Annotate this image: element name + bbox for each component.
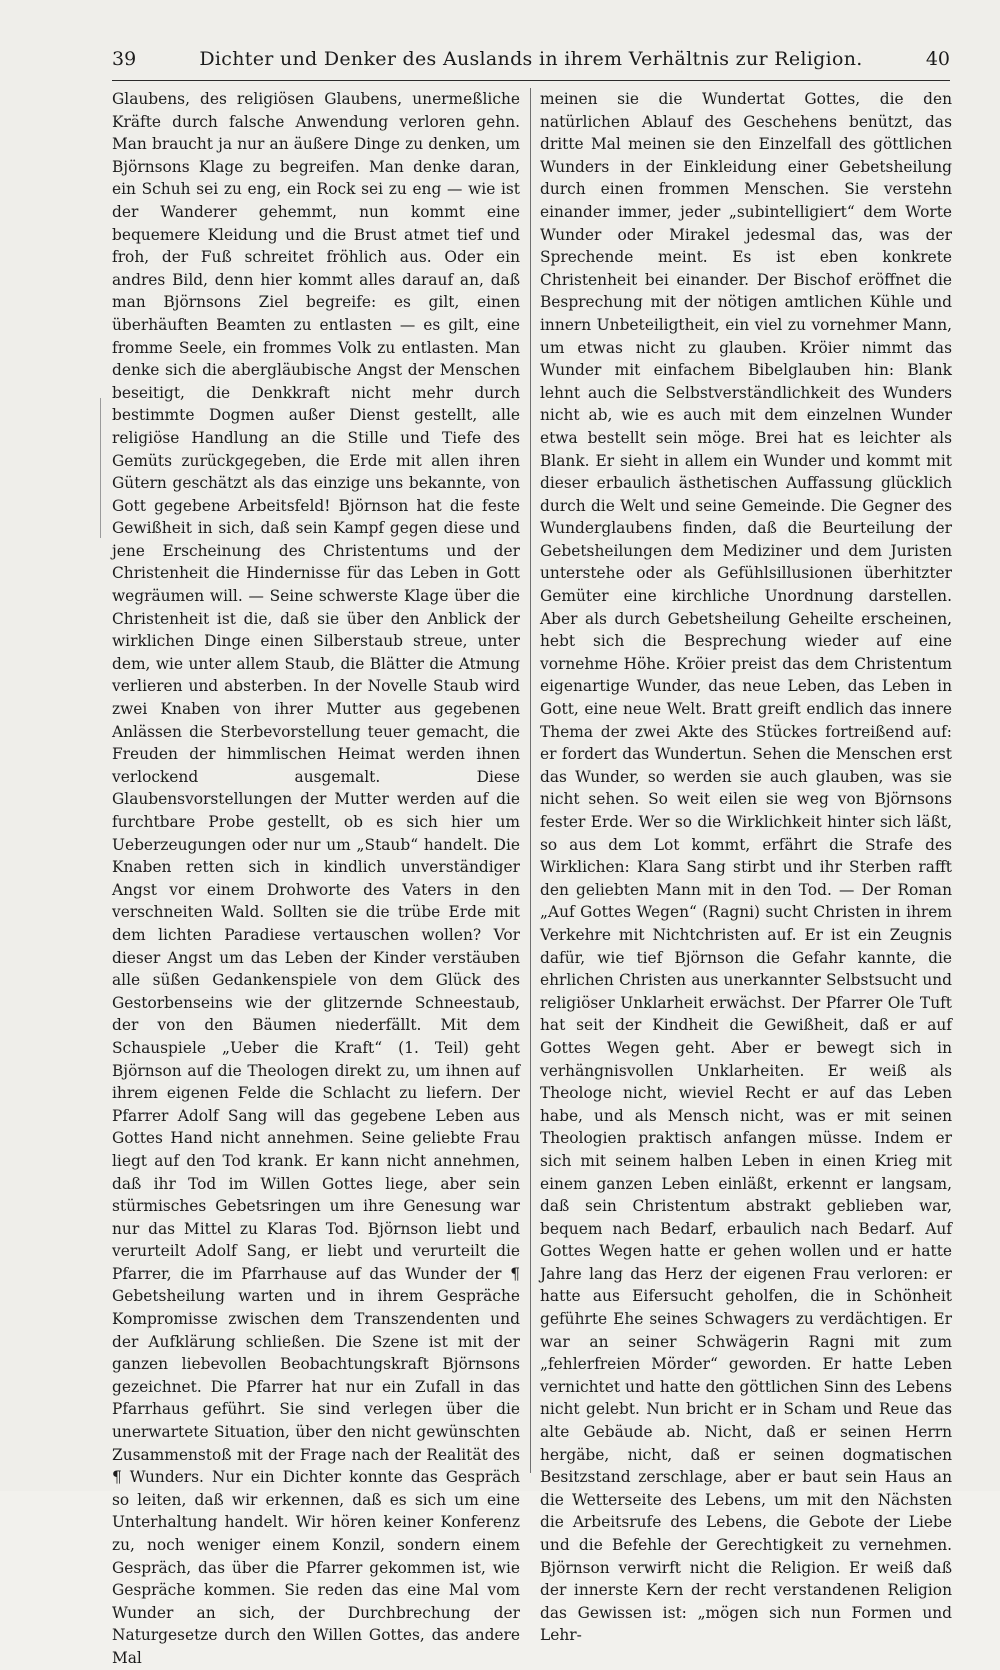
column-right-text: meinen sie die Wundertat Gottes, die den natürlichen Ablauf des Geschehens benützt, das dritte Mal meinen sie den Einzelfall des göttlichen Wunders in der Einkleidung einer Gebetsheilung durch einen frommen Menschen. Sie verstehn einander immer, jeder „subintelligiert“ dem Worte Wunder oder Mirakel jedesmal das, was der Sprechende meint. Es ist eben konkrete Christenheit bei einander. Der Bischof eröffnet die Besprechung mit der nötigen amtlichen Kühle und innern Unbeteiligtheit, ein viel zu vornehmer Mann, um etwas nicht zu glauben. Kröier nimmt das Wunder mit einfachem Bibelglauben hin: Blank lehnt auch die Selbstverständlichkeit des Wunders nicht ab, wie es auch mit dem einzelnen Wunder etwa bestellt sein möge. Brei hat es leichter als Blank. Er sieht in allem ein Wunder und kommt mit dieser erbaulich ästhetischen Auffassung glücklich durch die Welt und seine Gemeinde. Die Gegner des Wunderglaubens finden, daß die Beurteilung der Gebetsheilungen dem Mediziner und dem Juristen unterstehe oder als Gefühlsillusionen überhitzter Gemüter eine kirchliche Unordnung darstellen. Aber als durch Gebetsheilung Geheilte erscheinen, hebt sich die Besprechung wieder auf eine vornehme Höhe. Kröier preist das dem Christentum eigenartige Wunder, das neue Leben, das Leben in Gott, eine neue Welt. Bratt greift endlich das innere Thema der zwei Akte des Stückes fortreißend auf: er fordert das Wundertun. Sehen die Menschen erst das Wunder, so werden sie auch glauben, was sie nicht sehen. So weit eilen sie weg von Björnsons fester Erde. Wer so die Wirklichkeit hinter sich läßt, so aus dem Lot kommt, erfährt die Strafe des Wirklichen: Klara Sang stirbt und ihr Sterben rafft den geliebten Mann mit in den Tod. — Der Roman „Auf Gottes Wegen“ (Ragni) sucht Christen in ihrem Verkehre mit Nichtchristen auf. Er ist ein Zeugnis dafür, wie tief Björnson die Gefahr kannte, die ehrlichen Christen aus unerkannter Selbstsucht und religiöser Unklarheit erwächst. Der Pfarrer Ole Tuft hat seit der Kindheit die Gewißheit, daß er auf Gottes Wegen geht. Aber er bewegt sich in verhängnisvollen Unklarheiten. Er weiß als Theologe nicht, wieviel Recht er auf das Leben habe, und als Mensch nicht, was er mit seinen Theologien praktisch anfangen müsse. Indem er sich mit seinem halben Leben in einen Krieg mit einem ganzen Leben einläßt, erkennt er langsam, daß sein Christentum abstrakt geblieben war, bequem nach Bedarf, erbaulich nach Bedarf. Auf Gottes Wegen hatte er gehen wollen und er hatte Jahre lang das Herz der eigenen Frau verloren: er hatte aus Eifersucht geholfen, die in Schönheit geführte Ehe seines Schwagers zu verdächtigen. Er war an seiner Schwägerin Ragni mit zum „fehlerfreien Mörder“ geworden. Er hatte Leben vernichtet und hatte den göttlichen Sinn des Lebens nicht gelebt. Nun bricht er in Scham und Reue das alte Gebäude ab. Nicht, daß er seinen Herrn hergäbe, nicht, daß er seinen dogmatischen Besitzstand zerschlage, aber er baut sein Haus an die Wetterseite des Lebens, um mit den Nächsten die Arbeitsrufe des Lebens, die Gebote der Liebe und die Befehle der Gerechtigkeit zu vernehmen. Björnson verwirft nicht die Religion. Er weiß daß der innerste Kern der recht verstandenen Religion das Gewissen ist: „mögen sich nun Formen und Lehr- [540, 90, 952, 1645]
page-number-left: 39 [112, 48, 137, 70]
column-divider [530, 88, 531, 1473]
page-number-right: 40 [925, 48, 950, 70]
header-rule [112, 80, 950, 81]
text-column-left [112, 88, 520, 1667]
running-title: Dichter und Denker des Auslands in ihrem Verhältnis zur Religion. [199, 48, 863, 70]
column-left-text: Glaubens, des religiösen Glaubens, unermeßliche Kräfte durch falsche Anwendung verloren gehn. Man braucht ja nur an äußere Dinge zu denken, um Björnsons Klage zu begreifen. Man denke daran, ein Schuh sei zu eng, ein Rock sei zu eng — wie ist der Wanderer gehemmt, nun kommt eine bequemere Kleidung und die Brust atmet tief und froh, der Fuß schreitet fröhlich aus. Oder ein andres Bild, denn hier kommt alles darauf an, daß man Björnsons Ziel begreife: es gilt, einen überhäuften Beamten zu entlasten — es gilt, eine fromme Seele, ein frommes Volk zu entlasten. Man denke sich die abergläubische Angst der Menschen beseitigt, die Denkkraft nicht mehr durch bestimmte Dogmen außer Dienst gestellt, alle religiöse Handlung an die Stille und Tiefe des Gemüts zurückgegeben, die Erde mit allen ihren Gütern geschätzt als das einzige uns bekannte, von Gott gegebene Arbeitsfeld! Björnson hat die feste Gewißheit in sich, daß sein Kampf gegen diese und jene Erscheinung des Christentums und der Christenheit die Hindernisse für das Leben in Gott wegräumen will. — Seine schwerste Klage über die Christenheit ist die, daß sie über den Anblick der wirklichen Dinge einen Silberstaub streue, unter dem, wie unter allem Staub, die Blätter die Atmung verlieren und absterben. In der Novelle Staub wird zwei Knaben von ihrer Mutter aus gegebenen Anlässen die Sterbevorstellung teuer gemacht, die Freuden der himmlischen Heimat werden ihnen verlockend ausgemalt. Diese Glaubensvorstellungen der Mutter werden auf die furchtbare Probe gestellt, ob es sich hier um Ueberzeugungen oder nur um „Staub“ handelt. Die Knaben retten sich in kindlich unverständiger Angst vor einem Drohworte des Vaters in den verschneiten Wald. Sollten sie die trübe Erde mit dem lichten Paradiese vertauschen wollen? Vor dieser Angst um das Leben der Kinder verstäuben alle süßen Gedankenspiele von dem Glück des Gestorbenseins wie der glitzernde Schneestaub, der von den Bäumen niederfällt. Mit dem Schauspiele „Ueber die Kraft“ (1. Teil) geht Björnson auf die Theologen direkt zu, um ihnen auf ihrem eigenen Felde die Schlacht zu liefern. Der Pfarrer Adolf Sang will das gegebene Leben aus Gottes Hand nicht annehmen. Seine geliebte Frau liegt auf den Tod krank. Er kann nicht annehmen, daß ihr Tod im Willen Gottes liege, aber sein stürmisches Gebetsringen um ihre Genesung war nur das Mittel zu Klaras Tod. Björnson liebt und verurteilt Adolf Sang, er liebt und verurteilt die Pfarrer, die im Pfarrhause auf das Wunder der ¶ Gebetsheilung warten und in ihrem Gespräche Kompromisse zwischen dem Transzendenten und der Aufklärung schließen. Die Szene ist mit der ganzen liebevollen Beobachtungskraft Björnsons gezeichnet. Die Pfarrer hat nur ein Zufall in das Pfarrhaus geführt. Sie sind verlegen über die unerwartete Situation, über den nicht gewünschten Zusammenstoß mit der Frage nach der Realität des ¶ Wunders. Nur ein Dichter konnte das Gespräch so leiten, daß wir erkennen, daß es sich um eine Unterhaltung handelt. Wir hören keiner Konferenz zu, noch weniger einem Konzil, sondern einem Gespräch, das über die Pfarrer gekommen ist, wie Gespräche kommen. Sie reden das eine Mal vom Wunder an sich, der Durchbrechung der Naturgesetze durch den Willen Gottes, das andere Mal [112, 90, 520, 1667]
margin-pencil-mark [100, 398, 101, 538]
text-column-right [540, 88, 952, 1645]
running-header [112, 48, 950, 74]
